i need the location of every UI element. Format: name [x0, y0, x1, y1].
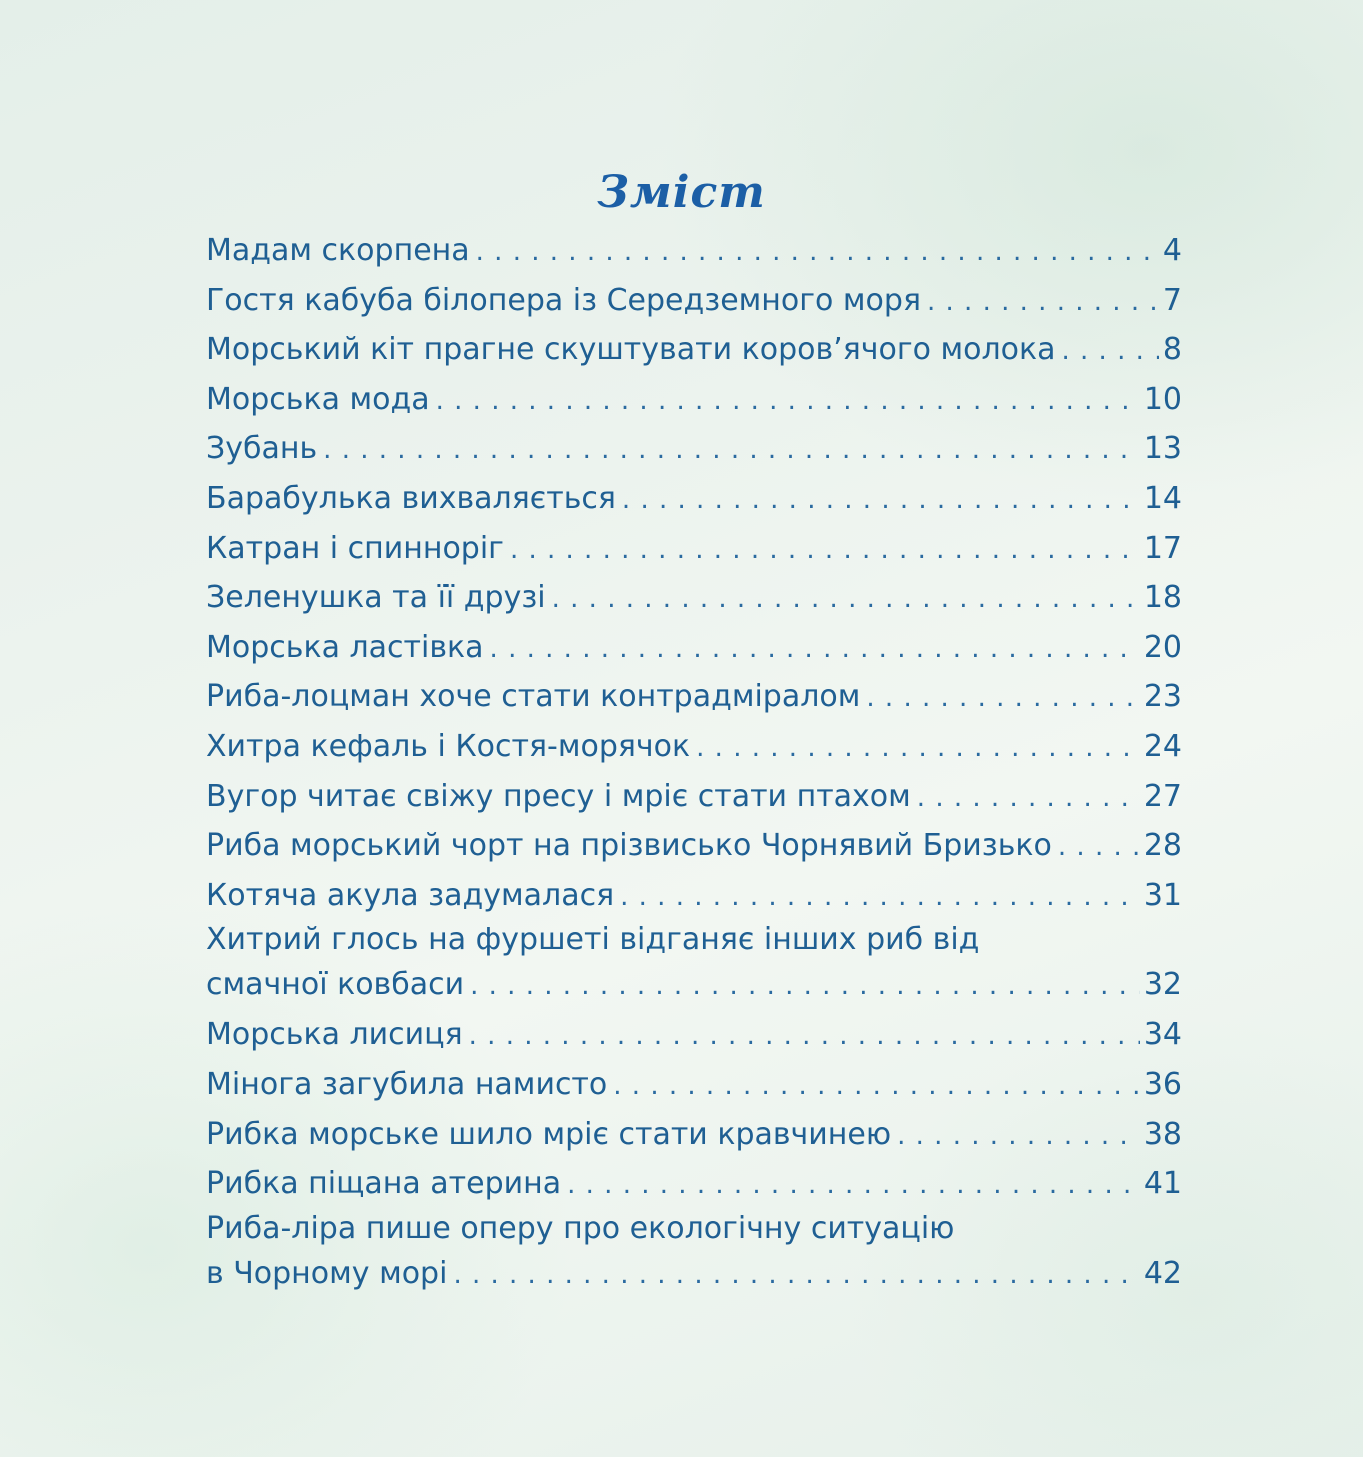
page-number: 42: [1143, 1255, 1182, 1291]
toc-entry[interactable]: [206, 871, 1182, 921]
toc-entry[interactable]: [206, 1060, 1182, 1110]
dot-leader: [469, 1012, 1140, 1062]
page-title: Зміст: [597, 167, 766, 218]
entry-title: Хитра кефаль і Костя-морячок: [206, 728, 691, 764]
entry-title: Риба-лоцман хоче стати контрадміралом: [206, 679, 861, 715]
entry-title: Мінога загубила намисто: [206, 1066, 608, 1102]
dot-leader: [453, 1250, 1139, 1300]
dot-leader: [552, 575, 1140, 625]
dot-leader: [917, 774, 1140, 824]
toc-entry[interactable]: [206, 722, 1182, 772]
dot-leader: [470, 961, 1140, 1011]
page-number: 14: [1143, 480, 1182, 516]
entry-title: Риба морський чорт на прізвисько Чорнявий Бризько: [206, 828, 1052, 864]
page-number: 13: [1143, 431, 1182, 467]
page-number: 24: [1143, 728, 1182, 764]
dot-leader: [897, 1112, 1140, 1162]
page-number: 32: [1143, 967, 1182, 1003]
page-number: 4: [1162, 233, 1182, 268]
entry-title-line2: смачної ковбаси: [206, 967, 465, 1003]
entry-title: Зеленушка та її друзі: [206, 580, 546, 616]
toc-entry[interactable]: [206, 623, 1182, 673]
entry-title-line2: в Чорному морі: [206, 1255, 448, 1291]
page-number: 31: [1143, 877, 1182, 913]
page-number: 38: [1143, 1116, 1182, 1152]
entry-title: Рибка піщана атерина: [206, 1166, 562, 1202]
entry-title: Морська ластівка: [206, 629, 484, 665]
toc-entry[interactable]: [206, 1110, 1182, 1160]
toc-entry[interactable]: [206, 1159, 1182, 1209]
page-number: 18: [1143, 580, 1182, 616]
dot-leader: [696, 724, 1140, 774]
page-number: 8: [1162, 332, 1182, 368]
page-number: 34: [1143, 1017, 1182, 1053]
dot-leader: [1062, 327, 1159, 377]
page-number: 7: [1162, 282, 1182, 318]
toc-entry[interactable]: [206, 474, 1182, 524]
dot-leader: [1058, 823, 1140, 873]
dot-leader: [567, 1161, 1140, 1211]
toc-entry[interactable]: [206, 672, 1182, 722]
page-number: 20: [1143, 629, 1182, 665]
page-number: 28: [1143, 828, 1182, 864]
toc-entry[interactable]: [206, 276, 1182, 326]
toc-entry[interactable]: [206, 920, 1182, 1010]
toc-entry[interactable]: [206, 524, 1182, 574]
toc-entry[interactable]: [206, 1209, 1182, 1299]
entry-title: Котяча акула задумалася: [206, 877, 615, 913]
dot-leader: [866, 674, 1139, 724]
dot-leader: [927, 278, 1159, 328]
toc-entry[interactable]: [206, 375, 1182, 425]
dot-leader: [323, 426, 1140, 476]
page-number: 36: [1143, 1066, 1182, 1102]
dot-leader: [620, 873, 1140, 923]
dot-leader: [622, 476, 1140, 526]
entry-title: Вугор читає свіжу пресу і мріє стати птахом: [206, 778, 911, 814]
page-number: 23: [1143, 679, 1182, 715]
dot-leader: [476, 228, 1159, 278]
dot-leader: [436, 377, 1140, 427]
toc-entry[interactable]: [206, 772, 1182, 822]
entry-title-line1: Хитрий глось на фуршеті відганяє інших риб від: [206, 922, 980, 958]
entry-title: Морський кіт прагне скуштувати коров’ячого молока: [206, 332, 1056, 368]
entry-title-line1: Риба-ліра пише оперу про екологічну ситуацію: [206, 1210, 955, 1246]
entry-title: Гостя кабуба білопера із Середземного моря: [206, 282, 921, 318]
page-number: 41: [1143, 1166, 1182, 1202]
entry-title: Морська лисиця: [206, 1017, 463, 1053]
entry-title: Зубань: [206, 431, 318, 467]
toc-entry[interactable]: [206, 573, 1182, 623]
page-number: 27: [1143, 778, 1182, 814]
dot-leader: [613, 1062, 1140, 1112]
table-of-contents: [206, 226, 1182, 1299]
toc-entry[interactable]: [206, 424, 1182, 474]
toc-entry[interactable]: [206, 1010, 1182, 1060]
entry-title: Мадам скорпена: [206, 233, 470, 268]
toc-entry[interactable]: [206, 325, 1182, 375]
dot-leader: [490, 625, 1140, 675]
toc-entry[interactable]: [206, 226, 1182, 276]
entry-title: Рибка морське шило мріє стати кравчинею: [206, 1116, 892, 1152]
toc-entry[interactable]: [206, 821, 1182, 871]
dot-leader: [510, 526, 1140, 576]
entry-title: Катран і спинноріг: [206, 530, 504, 566]
entry-title: Морська мода: [206, 381, 430, 417]
page-number: 10: [1143, 381, 1182, 417]
entry-title: Барабулька вихваляється: [206, 480, 616, 516]
page-number: 17: [1143, 530, 1182, 566]
